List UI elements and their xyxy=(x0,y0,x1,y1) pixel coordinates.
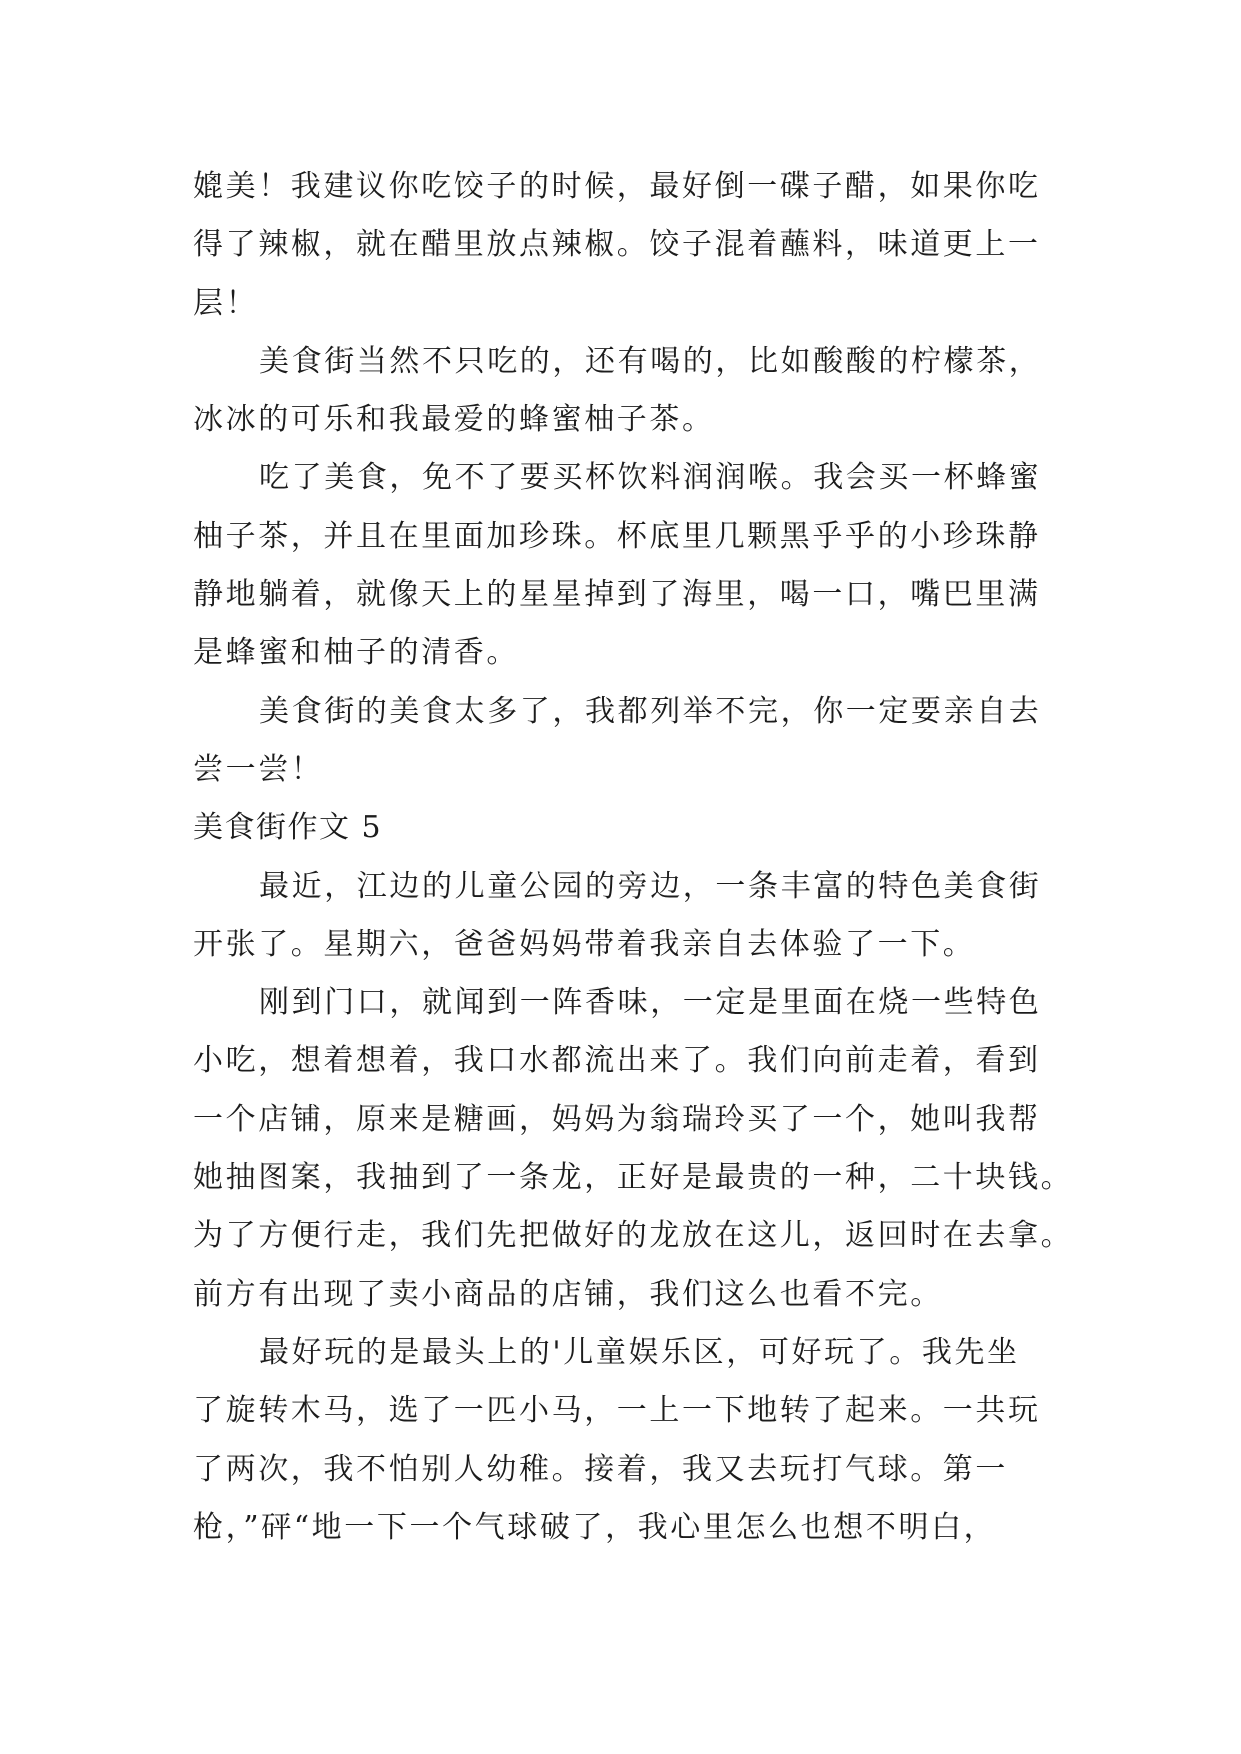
text-line: 了旋转木马，选了一匹小马，一上一下地转了起来。一共玩 xyxy=(193,1393,1041,1429)
text-line: 柚子茶，并且在里面加珍珠。杯底里几颗黑乎乎的小珍珠静 xyxy=(193,518,1041,554)
text-line: 是蜂蜜和柚子的清香。 xyxy=(193,635,519,671)
paragraph-first-line: 最近，江边的儿童公园的旁边，一条丰富的特色美食街 xyxy=(259,868,1042,904)
text-line: 得了辣椒，就在醋里放点辣椒。饺子混着蘸料，味道更上一 xyxy=(193,227,1041,263)
text-line: 层！ xyxy=(193,285,259,321)
text-line: 了两次，我不怕别人幼稚。接着，我又去玩打气球。第一 xyxy=(193,1451,1008,1487)
text-line: 尝一尝！ xyxy=(193,751,324,787)
text-line: 媲美！我建议你吃饺子的时候，最好倒一碟子醋，如果你吃 xyxy=(193,169,1041,204)
section-heading: 美食街作文 5 xyxy=(193,810,383,846)
paragraph-first-line: 美食街的美食太多了，我都列举不完，你一定要亲自去 xyxy=(259,693,1042,729)
text-line: 前方有出现了卖小商品的店铺，我们这么也看不完。 xyxy=(193,1276,943,1312)
text-line: 静地躺着，就像天上的星星掉到了海里，喝一口，嘴巴里满 xyxy=(193,577,1041,613)
text-line: 枪，”砰“地一下一个气球破了，我心里怎么也想不明白， xyxy=(193,1509,997,1545)
text-line: 小吃，想着想着，我口水都流出来了。我们向前走着，看到 xyxy=(193,1043,1041,1079)
paragraph-first-line: 吃了美食，免不了要买杯饮料润润喉。我会买一杯蜂蜜 xyxy=(259,460,1042,496)
paragraph-first-line: 最好玩的是最头上的'儿童娱乐区，可好玩了。我先坐 xyxy=(259,1334,1020,1370)
document-body xyxy=(193,158,1074,1557)
paragraph-first-line: 刚到门口，就闻到一阵香味，一定是里面在烧一些特色 xyxy=(259,985,1042,1021)
text-line: 开张了。星期六，爸爸妈妈带着我亲自去体验了一下。 xyxy=(193,926,976,962)
text-line: 冰冰的可乐和我最爱的蜂蜜柚子茶。 xyxy=(193,402,715,438)
text-line: 为了方便行走，我们先把做好的龙放在这儿，返回时在去拿。 xyxy=(193,1218,1074,1254)
text-line: 一个店铺，原来是糖画，妈妈为翁瑞玲买了一个，她叫我帮 xyxy=(193,1101,1041,1137)
paragraph-first-line: 美食街当然不只吃的，还有喝的，比如酸酸的柠檬茶， xyxy=(259,343,1042,379)
text-line: 她抽图案，我抽到了一条龙，正好是最贵的一种，二十块钱。 xyxy=(193,1160,1074,1196)
